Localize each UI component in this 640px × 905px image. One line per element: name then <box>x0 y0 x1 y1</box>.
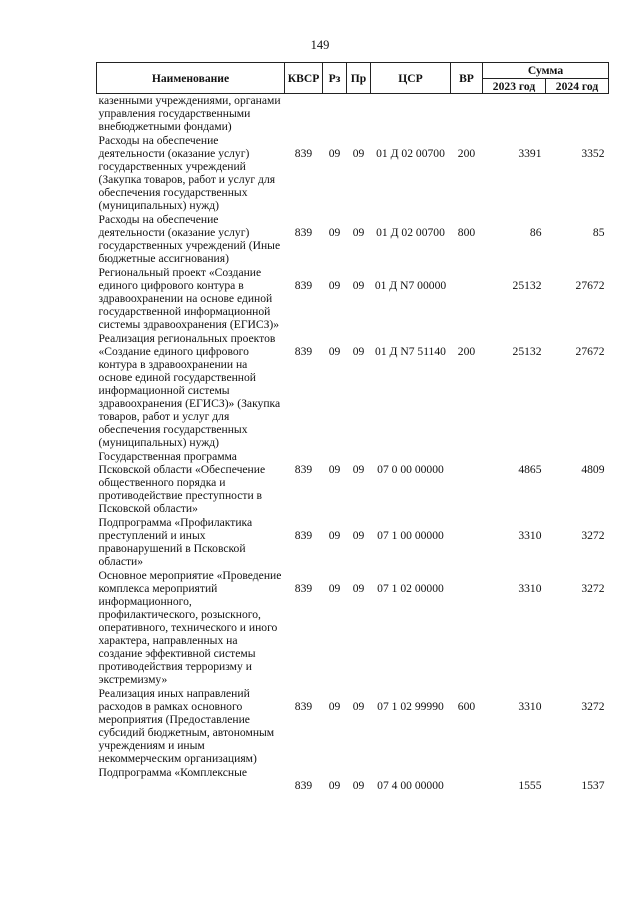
header-vr: ВР <box>451 63 483 94</box>
cell-rz: 09 <box>328 700 341 713</box>
table-row <box>97 766 609 793</box>
cell-sum-2023: 86 <box>529 226 542 239</box>
cell-pr: 09 <box>352 345 365 358</box>
cell-sum-2024: 27672 <box>575 345 605 358</box>
table-row <box>97 687 609 766</box>
cell-kvsr: 839 <box>294 529 313 542</box>
cell-rz: 09 <box>328 463 341 476</box>
table-row <box>97 134 609 213</box>
cell-sum-2023 <box>483 94 546 135</box>
header-kvsr: КВСР <box>285 63 323 94</box>
cell-sum-2024 <box>546 94 609 135</box>
cell-pr: 09 <box>352 529 365 542</box>
cell-kvsr: 839 <box>294 700 313 713</box>
table-row <box>97 266 609 332</box>
cell-pr: 09 <box>352 700 365 713</box>
cell-sum-2024: 27672 <box>575 279 605 292</box>
cell-sum-2023: 25132 <box>512 345 542 358</box>
cell-rz: 09 <box>328 779 341 792</box>
cell-pr: 09 <box>352 147 365 160</box>
cell-sum-2023: 25132 <box>512 279 542 292</box>
cell-sum-2023: 3391 <box>518 147 542 160</box>
cell-rz: 09 <box>328 582 341 595</box>
cell-kvsr: 839 <box>294 147 313 160</box>
cell-vr <box>451 450 483 516</box>
cell-vr <box>451 766 483 793</box>
header-rz: Рз <box>323 63 347 94</box>
cell-sum-2024: 3272 <box>581 582 605 595</box>
cell-name: Реализация региональных проектов «Создание единого цифрового контура в здравоохранении на основе единой государственной информационной системы здравоохранения (ЕГИСЗ)» (Закупка товаров, работ и услуг для обеспечения государственных (муниципальных) нужд) <box>98 332 281 449</box>
cell-vr: 200 <box>457 345 476 358</box>
cell-pr: 09 <box>352 463 365 476</box>
cell-vr: 600 <box>457 700 476 713</box>
cell-name: Расходы на обеспечение деятельности (оказание услуг) государственных учреждений (Иные бюджетные ассигнования) <box>98 213 281 265</box>
cell-rz: 09 <box>328 345 341 358</box>
cell-sum-2024: 1537 <box>581 779 605 792</box>
cell-sum-2024: 3352 <box>581 147 605 160</box>
cell-csr: 07 0 00 00000 <box>377 463 444 476</box>
table-body <box>97 94 609 794</box>
table-row <box>97 213 609 266</box>
cell-csr: 01 Д 02 00700 <box>376 226 445 239</box>
cell-sum-2023: 3310 <box>518 529 542 542</box>
page-number: 149 <box>310 38 330 52</box>
cell-kvsr: 839 <box>294 226 313 239</box>
cell-pr: 09 <box>352 582 365 595</box>
cell-vr <box>451 569 483 687</box>
cell-name: Расходы на обеспечение деятельности (оказание услуг) государственных учреждений (Закупка товаров, работ и услуг для обеспечения государственных (муниципальных) нужд) <box>98 134 276 212</box>
cell-kvsr: 839 <box>294 463 313 476</box>
table-row <box>97 569 609 687</box>
cell-sum-2023: 3310 <box>518 582 542 595</box>
cell-vr: 200 <box>457 147 476 160</box>
budget-table <box>96 62 609 793</box>
cell-vr <box>451 516 483 569</box>
cell-csr: 07 1 00 00000 <box>377 529 444 542</box>
cell-sum-2023: 4865 <box>518 463 542 476</box>
cell-vr <box>451 266 483 332</box>
header-sum: Сумма <box>483 63 609 79</box>
cell-sum-2024: 85 <box>592 226 605 239</box>
cell-csr: 07 1 02 99990 <box>377 700 444 713</box>
table-row <box>97 450 609 516</box>
cell-name: Основное мероприятие «Проведение комплекса мероприятий информационного, профилактического, розыскного, оперативного, технического и иного характера, направленных на создание эффективной системы противодействия терроризму и экстремизму» <box>98 569 282 686</box>
cell-sum-2024: 4809 <box>581 463 605 476</box>
cell-name: Подпрограмма «Комплексные <box>98 766 247 779</box>
cell-kvsr: 839 <box>294 582 313 595</box>
header-year-2023: 2023 год <box>483 79 546 94</box>
cell-vr: 800 <box>457 226 476 239</box>
cell-csr: 07 4 00 00000 <box>377 779 444 792</box>
cell-pr: 09 <box>352 226 365 239</box>
cell-rz: 09 <box>328 147 341 160</box>
cell-vr <box>451 94 483 135</box>
cell-rz <box>323 94 347 135</box>
cell-name: Региональный проект «Создание единого цифрового контура в здравоохранении на основе единой государственной информационной системы здравоохранения (ЕГИСЗ)» <box>98 266 280 331</box>
cell-sum-2023: 3310 <box>518 700 542 713</box>
cell-kvsr <box>285 94 323 135</box>
cell-name: Подпрограмма «Профилактика преступлений и иных правонарушений в Псковской области» <box>98 516 253 568</box>
header-year-2024: 2024 год <box>546 79 609 94</box>
header-csr: ЦСР <box>371 63 451 94</box>
cell-sum-2023: 1555 <box>518 779 542 792</box>
table-header <box>97 63 609 94</box>
cell-pr <box>347 94 371 135</box>
cell-sum-2024: 3272 <box>581 529 605 542</box>
cell-csr: 01 Д 02 00700 <box>376 147 445 160</box>
cell-csr: 01 Д N7 51140 <box>375 345 446 358</box>
cell-pr: 09 <box>352 279 365 292</box>
cell-rz: 09 <box>328 279 341 292</box>
cell-name: Реализация иных направлений расходов в рамках основного мероприятия (Предоставление субсидий бюджетным, автономным учреждениям и иным некоммерческим организациям) <box>98 687 275 765</box>
cell-csr: 01 Д N7 00000 <box>374 279 447 292</box>
cell-csr: 07 1 02 00000 <box>377 582 444 595</box>
cell-pr: 09 <box>352 779 365 792</box>
header-name: Наименование <box>97 63 285 94</box>
cell-kvsr: 839 <box>294 345 313 358</box>
header-pr: Пр <box>347 63 371 94</box>
cell-sum-2024: 3272 <box>581 700 605 713</box>
cell-kvsr: 839 <box>294 779 313 792</box>
table-row <box>97 516 609 569</box>
cell-rz: 09 <box>328 226 341 239</box>
cell-kvsr: 839 <box>294 279 313 292</box>
table-row <box>97 332 609 450</box>
cell-csr <box>371 94 451 135</box>
cell-name: Государственная программа Псковской области «Обеспечение общественного порядка и противодействие преступности в Псковской области» <box>98 450 266 515</box>
cell-rz: 09 <box>328 529 341 542</box>
table-row <box>97 94 609 135</box>
cell-name: казенными учреждениями, органами управления государственными внебюджетными фондами) <box>98 94 281 133</box>
